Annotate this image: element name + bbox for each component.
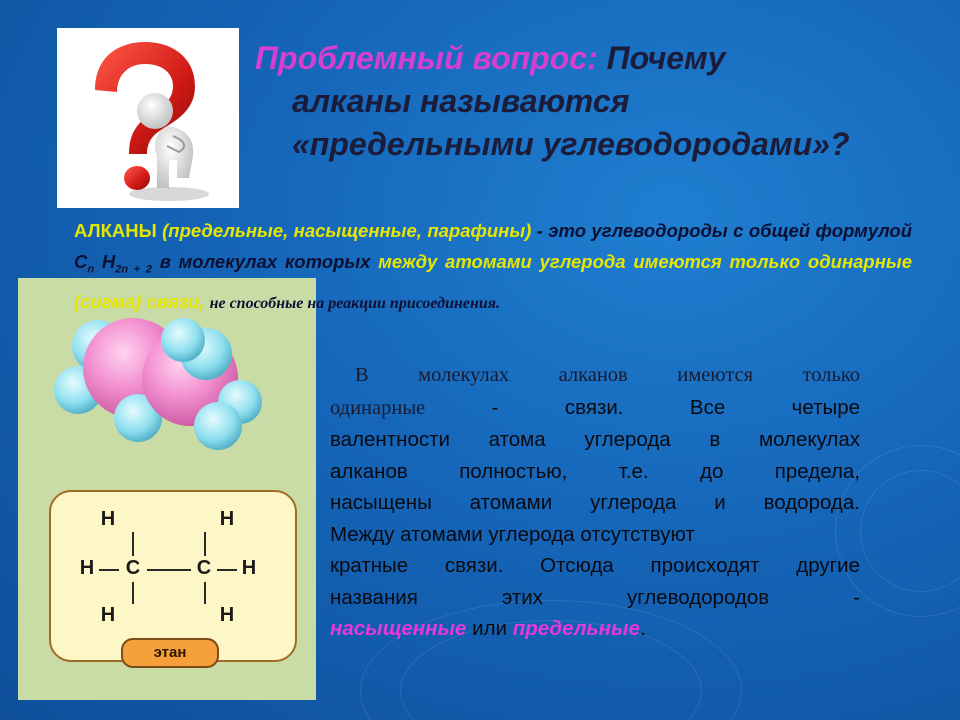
definition-line-3: между атомами углерода имеются только одинарные (сигма) <box>74 251 912 312</box>
hydrogen-atom: H <box>241 557 257 579</box>
hydrogen-atom: H <box>219 604 235 626</box>
definition-line-4-start: связи, <box>146 290 205 312</box>
term-saturated: насыщенные <box>330 617 467 640</box>
hydrogen-atom: H <box>219 508 235 530</box>
word-or: или <box>472 617 508 640</box>
formula-c: С <box>74 251 88 272</box>
hydrogen-atom: H <box>100 604 116 626</box>
definition-synonyms: (предельные, насыщенные, парафины) <box>162 220 532 241</box>
ethane-label: этан <box>121 638 219 668</box>
bond-line <box>132 582 134 604</box>
body-line-6: Между атомами углерода отсутствуют <box>330 522 695 546</box>
hydrogen-atom: H <box>100 508 116 530</box>
definition-line-4-serif: не способные на реакции присоединения. <box>209 294 500 312</box>
carbon-atom: C <box>196 557 212 579</box>
formula-h: Н <box>101 251 116 272</box>
definition-dash: - это углеводороды с общей формулой <box>536 220 913 241</box>
body-line-1: В молекулах алканов имеются только <box>355 364 860 386</box>
body-line-3: валентности атома углерода в молекулах <box>330 428 860 451</box>
formula <box>74 251 152 276</box>
question-mark-person-icon <box>57 28 239 208</box>
term-limiting: предельные <box>512 617 640 640</box>
slide-title <box>255 37 955 166</box>
title-line-1 <box>255 37 955 80</box>
body-line-7: кратные связи. Отсюда происходят другие <box>330 554 860 577</box>
hydrogen-atom: H <box>79 557 95 579</box>
final-dot: . <box>639 617 646 640</box>
bond-line <box>147 569 191 571</box>
title-line-1-rest: Почему <box>606 40 726 76</box>
bond-line <box>217 569 237 571</box>
body-line-2a: одинарные <box>330 396 426 419</box>
body-line-8: названия этих углеводородов - <box>330 585 860 609</box>
body-line-9 <box>330 613 860 645</box>
body-line-2 <box>330 392 860 425</box>
definition-after-formula: в молекулах которых <box>159 251 371 272</box>
body-line-4: алканов полностью, т.е. до предела, <box>330 459 860 483</box>
bond-line <box>204 532 206 556</box>
carbon-atom: C <box>125 557 141 579</box>
ethane-formula-box <box>49 490 297 662</box>
body-line-5: насыщены атомами углерода и водорода. <box>330 491 860 514</box>
title-line-3: «предельными углеводородами»? <box>292 126 850 162</box>
bond-line <box>204 582 206 604</box>
body-paragraph <box>330 360 860 645</box>
bond-line <box>132 532 134 556</box>
definition-term: АЛКАНЫ <box>74 220 157 241</box>
bond-line <box>99 569 119 571</box>
title-label: Проблемный вопрос: <box>255 40 598 76</box>
formula-n: n <box>87 263 95 276</box>
body-line-2b: - связи. Все четыре <box>491 395 860 419</box>
formula-sub: 2n + 2 <box>115 263 152 276</box>
definition-text <box>74 215 912 319</box>
title-line-2: алканы называются <box>292 83 630 119</box>
